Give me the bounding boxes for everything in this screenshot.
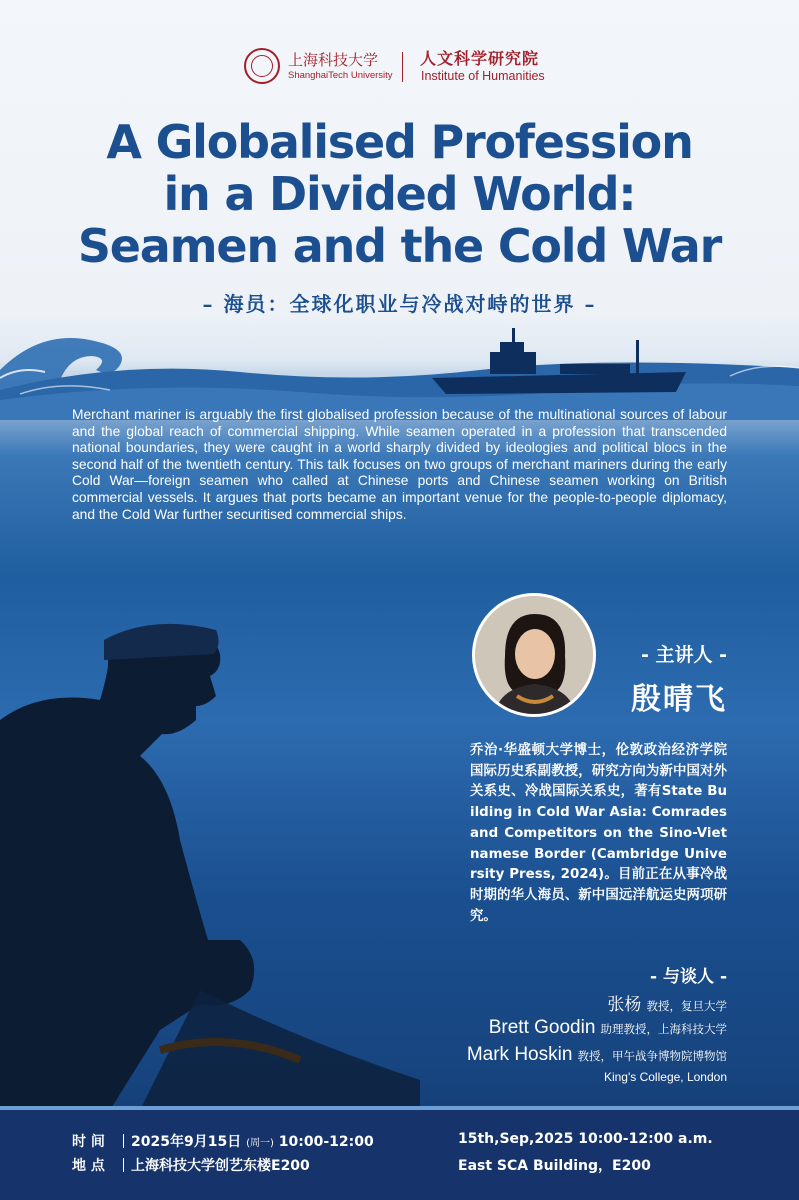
poster-title [0,116,799,272]
place-value: 上海科技大学创艺东楼E200 [131,1158,310,1174]
header-divider [402,52,403,82]
panelist-2-name: Brett Goodin [488,1017,596,1038]
time-hours: 10:00-12:00 [278,1134,374,1150]
sailor-silhouette-image [0,610,420,1110]
speaker-photo [472,593,596,717]
place-row-cn [72,1155,310,1175]
title-line-1: A Globalised Profession [106,115,693,169]
panelist-3-title: 教授，甲午战争博物院博物馆 [577,1049,727,1063]
ship-icon [432,328,686,394]
time-date: 2025年9月15日 [131,1134,242,1150]
panelist-3-affiliation: King's College, London [603,1070,727,1084]
panelist-1-title: 教授，复旦大学 [646,999,727,1013]
time-row-cn [72,1131,374,1151]
time-label: 时 间 [72,1134,105,1150]
event-info-footer [0,1106,799,1200]
institute-name-en: Institute of Humanities [421,69,545,83]
speaker-label: - 主讲人 - [640,644,727,666]
university-name-cn: 上海科技大学 [288,51,379,69]
talk-abstract: Merchant mariner is arguably the first globalised profession because of the multinational sources of labour and the global reach of commercial shipping. While seamen operated in a profession that transcended national boundaries, they were caught in a world sharply divided by ideologies and political blocs in the second half of the twentieth century. This talk focuses on two groups of merchant mariners during the early Cold War—foreign seamen who called at Chinese ports and Chinese seamen working on British commercial vessels. It argues that ports became an important venue for the people-to-people diplomacy, and the Cold War further securitised commercial ships. [72,407,727,522]
time-row-en: 15th,Sep,2025 10:00-12:00 a.m. [458,1131,713,1147]
panel-label: - 与谈人 - [650,967,727,987]
panelist-2-title: 助理教授，上海科技大学 [600,1022,727,1036]
wave-and-ship-illustration [0,310,799,420]
place-row-en: East SCA Building，E200 [458,1158,651,1174]
place-label: 地 点 [72,1158,105,1174]
institute-name-cn: 人文科学研究院 [420,49,540,68]
panelist-1-name: 张杨 [607,995,642,1015]
university-name-en: ShanghaiTech University [288,70,393,81]
speaker-bio: 乔治·华盛顿大学博士，伦敦政治经济学院国际历史系副教授，研究方向为新中国对外关系史、冷战国际关系史，著有State Building in Cold War Asia: Comrades and Competitors on the Sino-Vietnamese Border (Cambridge University Press, 2024)。目前正在从事冷战时期的华人海员、新中国远洋航运史两项研究。 [470,743,727,924]
panelist-2 [489,1017,727,1039]
panelist-1 [607,990,727,1015]
time-weekday: (周一) [246,1138,274,1149]
header [0,46,799,90]
university-seal-logo [244,48,280,84]
speaker-name: 殷晴飞 [631,682,727,717]
title-line-3: Seamen and the Cold War [77,219,722,273]
panelist-3 [467,1044,727,1066]
poster-subtitle-cn: – 海员：全球化职业与冷战对峙的世界 – [202,292,597,316]
title-line-2: in a Divided World: [163,167,636,221]
panelist-3-name: Mark Hoskin [466,1044,573,1065]
